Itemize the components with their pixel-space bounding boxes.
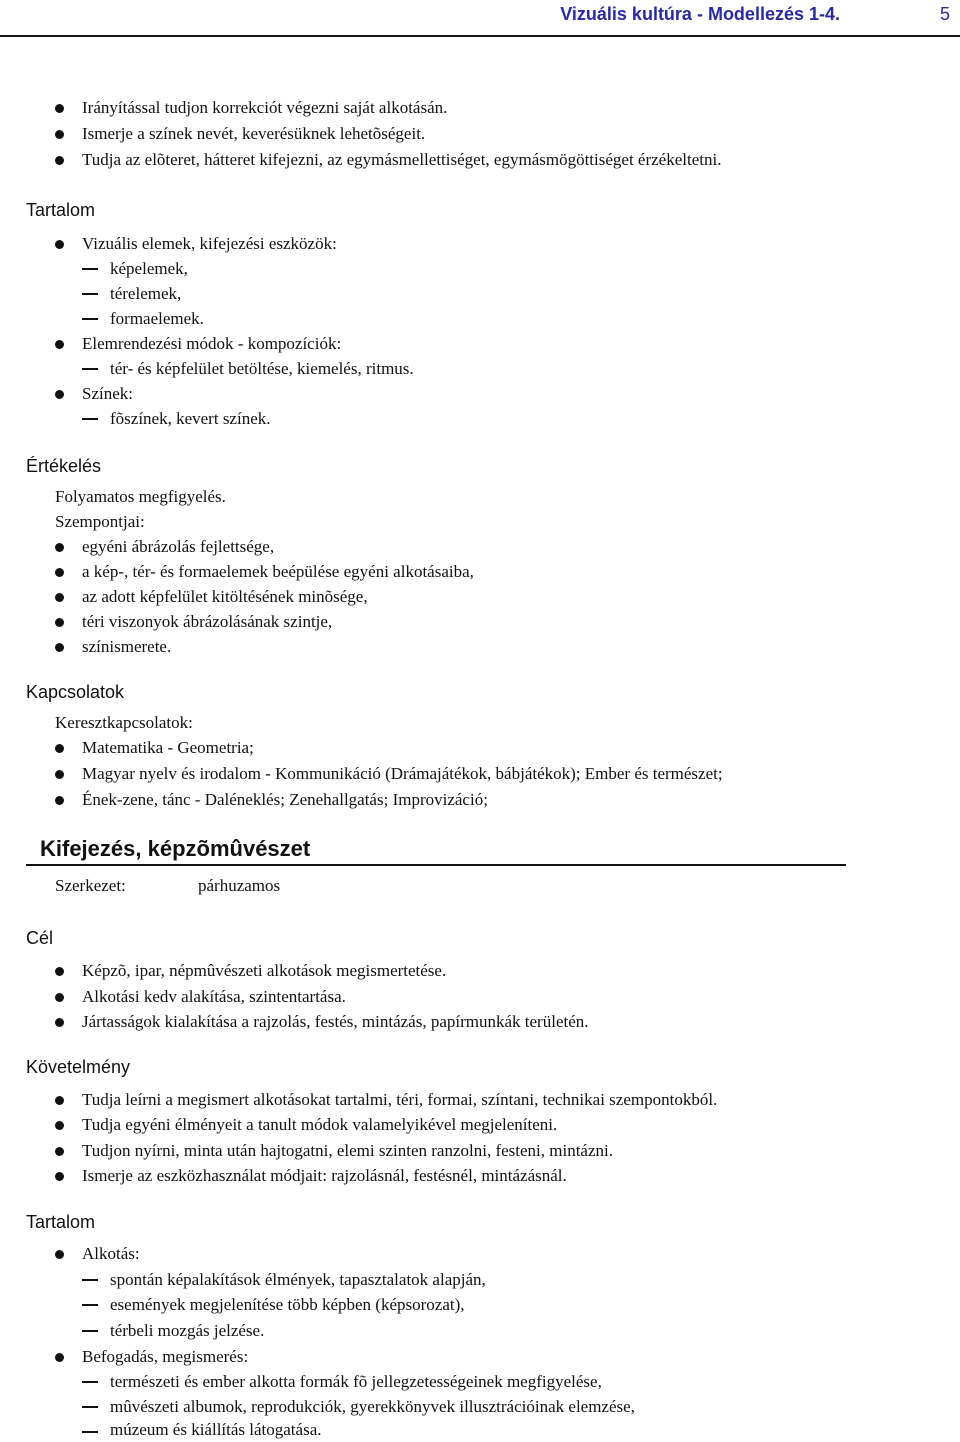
ertekeles-criteria-label: Szempontjai: bbox=[55, 512, 145, 531]
bullet-icon bbox=[55, 770, 64, 779]
list-item: színismerete. bbox=[82, 637, 172, 656]
sub-item: térelemek, bbox=[110, 284, 182, 303]
bullet-icon bbox=[55, 543, 64, 552]
header-title: Vizuális kultúra - Modellezés 1-4. bbox=[560, 4, 840, 24]
section-rule bbox=[26, 864, 846, 866]
dash-icon bbox=[82, 368, 98, 370]
kapcsolatok-line: Keresztkapcsolatok: bbox=[55, 713, 193, 732]
dash-icon bbox=[82, 318, 98, 320]
bullet-icon bbox=[55, 993, 64, 1002]
dash-icon bbox=[82, 418, 98, 420]
kapcsolatok-heading: Kapcsolatok bbox=[26, 682, 125, 702]
list-item: egyéni ábrázolás fejlettsége, bbox=[82, 537, 275, 556]
dash-icon bbox=[82, 1431, 98, 1433]
kovetelmeny-heading: Követelmény bbox=[26, 1057, 131, 1077]
bullet-icon bbox=[55, 967, 64, 976]
bullet-icon bbox=[55, 1147, 64, 1156]
list-item: az adott képfelület kitöltésének minõsége, bbox=[82, 587, 368, 606]
bullet-icon bbox=[55, 240, 64, 249]
bullet-icon bbox=[55, 1018, 64, 1027]
sub-item: tér- és képfelület betöltése, kiemelés, ritmus. bbox=[110, 359, 414, 378]
dash-icon bbox=[82, 293, 98, 295]
page-header bbox=[0, 0, 960, 36]
list-item: a kép-, tér- és formaelemek beépülése egyéni alkotásaiba, bbox=[82, 562, 474, 581]
bullet-icon bbox=[55, 618, 64, 627]
bullet-icon bbox=[55, 390, 64, 399]
list-item: Tudja az elõteret, hátteret kifejezni, az egymásmellettiséget, egymásmögöttiséget érzékeltetni. bbox=[82, 150, 722, 169]
page-number: 5 bbox=[939, 4, 950, 24]
sub-item: mûvészeti albumok, reprodukciók, gyerekkönyvek illusztrációinak elemzése, bbox=[110, 1397, 635, 1416]
section-title: Kifejezés, képzõmûvészet bbox=[40, 836, 311, 861]
dash-icon bbox=[82, 268, 98, 270]
list-item: Tudja leírni a megismert alkotásokat tartalmi, téri, formai, színtani, technikai szempontokból. bbox=[82, 1090, 718, 1109]
structure-label: Szerkezet: bbox=[55, 876, 126, 895]
list-item: Alkotás: bbox=[82, 1244, 140, 1263]
list-item: Ének-zene, tánc - Daléneklés; Zenehallgatás; Improvizáció; bbox=[82, 790, 488, 809]
sub-item: események megjelenítése több képben (képsorozat), bbox=[110, 1295, 465, 1314]
bullet-icon bbox=[55, 1172, 64, 1181]
list-item: Alkotási kedv alakítása, szintentartása. bbox=[82, 987, 346, 1006]
bullet-icon bbox=[55, 1096, 64, 1105]
bullet-icon bbox=[55, 643, 64, 652]
dash-icon bbox=[82, 1330, 98, 1332]
sub-item: spontán képalakítások élmények, tapasztalatok alapján, bbox=[110, 1270, 486, 1289]
ertekeles-heading: Értékelés bbox=[26, 456, 102, 476]
sub-item: múzeum és kiállítás látogatása. bbox=[110, 1420, 322, 1439]
tartalom-heading-2: Tartalom bbox=[26, 1212, 96, 1232]
dash-icon bbox=[82, 1304, 98, 1306]
list-item: Elemrendezési módok - kompozíciók: bbox=[82, 334, 342, 353]
dash-icon bbox=[82, 1406, 98, 1408]
list-item: téri viszonyok ábrázolásának szintje, bbox=[82, 612, 333, 631]
cel-heading: Cél bbox=[26, 928, 54, 948]
sub-item: képelemek, bbox=[110, 259, 188, 278]
bullet-icon bbox=[55, 796, 64, 805]
bullet-icon bbox=[55, 568, 64, 577]
bullet-icon bbox=[55, 130, 64, 139]
list-item: Képzõ, ipar, népmûvészeti alkotások megismertetése. bbox=[82, 961, 447, 980]
list-item: Tudjon nyírni, minta után hajtogatni, elemi szinten ranzolni, festeni, mintázni. bbox=[82, 1141, 613, 1160]
sub-item: formaelemek. bbox=[110, 309, 204, 328]
sub-item: fõszínek, kevert színek. bbox=[110, 409, 271, 428]
list-item: Vizuális elemek, kifejezési eszközök: bbox=[82, 234, 337, 253]
bullet-icon bbox=[55, 1121, 64, 1130]
bullet-icon bbox=[55, 340, 64, 349]
bullet-icon bbox=[55, 156, 64, 165]
dash-icon bbox=[82, 1381, 98, 1383]
structure-value: párhuzamos bbox=[198, 876, 281, 895]
list-item: Magyar nyelv és irodalom - Kommunikáció (Drámajátékok, bábjátékok); Ember és természet; bbox=[82, 764, 723, 783]
tartalom-heading: Tartalom bbox=[26, 200, 96, 220]
ertekeles-line: Folyamatos megfigyelés. bbox=[55, 487, 226, 506]
list-item: Tudja egyéni élményeit a tanult módok valamelyikével megjeleníteni. bbox=[82, 1115, 558, 1134]
sub-item: térbeli mozgás jelzése. bbox=[110, 1321, 265, 1340]
dash-icon bbox=[82, 1279, 98, 1281]
bullet-icon bbox=[55, 104, 64, 113]
bullet-icon bbox=[55, 1353, 64, 1362]
list-item: Ismerje az eszközhasználat módjait: rajzolásnál, festésnél, mintázásnál. bbox=[82, 1166, 567, 1185]
bullet-icon bbox=[55, 593, 64, 602]
bullet-icon bbox=[55, 744, 64, 753]
list-item: Ismerje a színek nevét, keverésüknek lehetõségeit. bbox=[82, 124, 426, 143]
list-item: Jártasságok kialakítása a rajzolás, festés, mintázás, papírmunkák területén. bbox=[82, 1012, 589, 1031]
list-item: Irányítással tudjon korrekciót végezni saját alkotásán. bbox=[82, 98, 448, 117]
sub-item: természeti és ember alkotta formák fõ jellegzetességeinek megfigyelése, bbox=[110, 1372, 602, 1391]
list-item: Színek: bbox=[82, 384, 133, 403]
list-item: Matematika - Geometria; bbox=[82, 738, 254, 757]
list-item: Befogadás, megismerés: bbox=[82, 1347, 249, 1366]
header-rule bbox=[0, 35, 960, 37]
bullet-icon bbox=[55, 1250, 64, 1259]
